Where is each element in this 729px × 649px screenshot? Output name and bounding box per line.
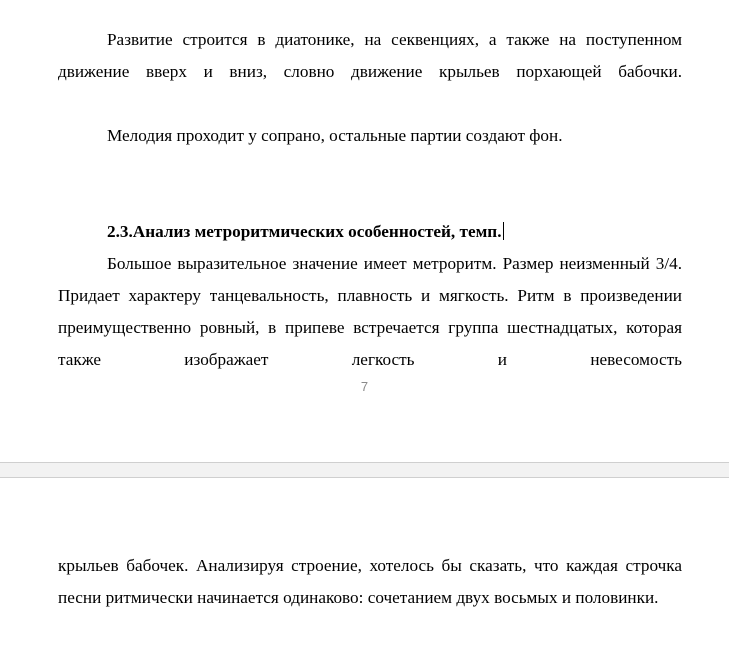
page-number-7: 7 <box>360 379 369 394</box>
page-7-body <box>58 24 691 376</box>
heading-2-3-container <box>58 216 682 248</box>
text-caret <box>503 222 504 240</box>
paragraph-metrorhythm: Большое выразительное значение имеет метроритм. Размер неизменный 3/4. Придает характеру танцевальность, плавность и мягкость. Ритм в произведении преимущественно ровный, в припеве встречается группа шестнадцатых, которая также изображает легкость и невесомость <box>58 254 691 369</box>
paragraph-development: Развитие строится в диатонике, на секвенциях, а также на поступенном движение вверх и вниз, словно движение крыльев порхающей бабочки. <box>58 30 687 81</box>
document-page-8[interactable] <box>0 478 729 649</box>
heading-2-3-text: 2.3.Анализ метроритмических особенностей, темп. <box>107 222 502 241</box>
page-8-body <box>58 550 687 614</box>
paragraph-continuation: крыльев бабочек. Анализируя строение, хотелось бы сказать, что каждая строчка песни ритмически начинается одинаково: сочетанием двух восьмых и половинки. <box>58 556 687 607</box>
paragraph-gap-1 <box>58 88 682 120</box>
paragraph-melody: Мелодия проходит у сопрано, остальные партии создают фон. <box>107 126 563 145</box>
paragraph-gap-3 <box>58 184 682 216</box>
paragraph-gap-2 <box>58 152 682 184</box>
page-break-separator <box>0 462 729 478</box>
